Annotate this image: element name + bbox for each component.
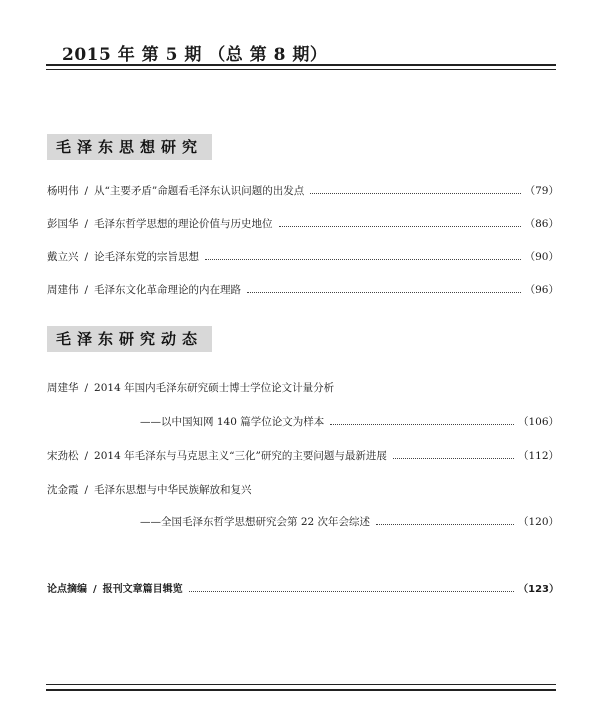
entry-separator: /	[84, 251, 89, 263]
entry-page: （96）	[524, 284, 559, 296]
entry-separator: /	[84, 382, 89, 394]
toc-entry-subtitle[interactable]	[140, 414, 559, 429]
entry-page: （112）	[517, 450, 559, 462]
digest-title: 报刊文章篇目辑览	[102, 584, 183, 595]
entry-title: 毛泽东思想与中华民族解放和复兴	[94, 484, 252, 496]
entry-author: 杨明伟	[47, 185, 79, 197]
leader-dots	[247, 292, 521, 293]
digest-label: 论点摘编	[47, 584, 87, 595]
leader-dots	[279, 226, 521, 227]
entry-separator: /	[84, 218, 89, 230]
toc-entry[interactable]	[47, 282, 559, 297]
leader-dots	[393, 458, 514, 459]
toc-entry[interactable]	[47, 448, 559, 463]
toc-entry[interactable]	[47, 249, 559, 264]
leader-dots	[205, 259, 521, 260]
entry-separator: /	[93, 584, 97, 595]
entry-subtitle: ——以中国知网 140 篇学位论文为样本	[140, 416, 325, 428]
toc-entry[interactable]	[47, 380, 559, 395]
entry-title: 毛泽东文化革命理论的内在理路	[94, 284, 242, 296]
entry-page: （120）	[517, 516, 559, 528]
entry-page: （86）	[524, 218, 559, 230]
entry-title: 论毛泽东党的宗旨思想	[94, 251, 200, 263]
entry-separator: /	[84, 185, 89, 197]
footer-rule-thick	[46, 689, 556, 691]
entry-author: 沈金霞	[47, 484, 79, 496]
toc-entry[interactable]	[47, 216, 559, 231]
entry-page: （79）	[524, 185, 559, 197]
entry-title: 毛泽东哲学思想的理论价值与历史地位	[94, 218, 273, 230]
entry-author: 周建伟	[47, 284, 79, 296]
section-title-mao-thought: 毛泽东思想研究	[47, 134, 212, 160]
entry-page: （123）	[518, 584, 559, 595]
entry-author: 宋劲松	[47, 450, 79, 462]
entry-subtitle: ——全国毛泽东哲学思想研究会第 22 次年会综述	[140, 516, 371, 528]
leader-dots	[376, 524, 514, 525]
entry-title: 从“主要矛盾”命题看毛泽东认识问题的出发点	[94, 185, 305, 197]
toc-entry[interactable]	[47, 482, 559, 497]
entry-separator: /	[84, 484, 89, 496]
issue-header: 2015 年 第 5 期 （总 第 8 期）	[62, 45, 328, 65]
entry-author: 戴立兴	[47, 251, 79, 263]
toc-entry[interactable]	[47, 183, 559, 198]
entry-author: 周建华	[47, 382, 79, 394]
leader-dots	[189, 591, 514, 592]
header-rule-thick	[46, 64, 556, 66]
entry-page: （106）	[517, 416, 559, 428]
entry-title: 2014 年国内毛泽东研究硕士博士学位论文计量分析	[94, 382, 335, 394]
entry-title: 2014 年毛泽东与马克思主义“三化”研究的主要问题与最新进展	[94, 450, 387, 462]
entry-separator: /	[84, 284, 89, 296]
toc-entry-subtitle[interactable]	[140, 514, 559, 529]
leader-dots	[310, 193, 520, 194]
leader-dots	[330, 424, 514, 425]
entry-separator: /	[84, 450, 89, 462]
toc-entry-digest[interactable]	[47, 580, 559, 595]
header-rule-thin	[46, 69, 556, 70]
footer-rule-thin	[46, 684, 556, 685]
entry-page: （90）	[524, 251, 559, 263]
entry-author: 彭国华	[47, 218, 79, 230]
section-title-mao-research: 毛泽东研究动态	[47, 326, 212, 352]
